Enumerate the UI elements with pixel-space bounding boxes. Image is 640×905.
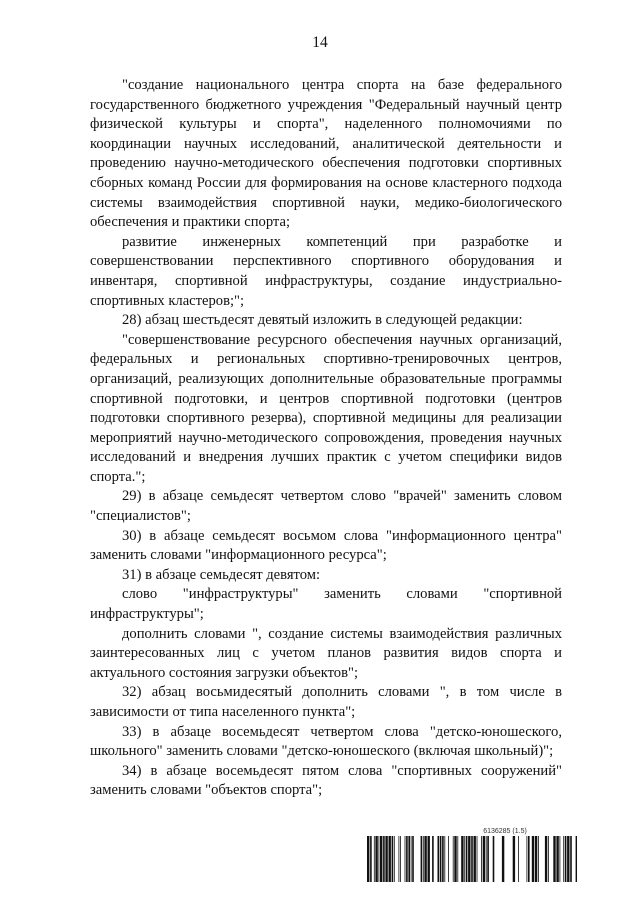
- barcode: [367, 836, 577, 882]
- paragraph: 31) в абзаце семьдесят девятом:: [122, 566, 321, 583]
- paragraph: 30) в абзаце семьдесят восьмом слова "информационного центра" заменить словами "информационного ресурса";: [90, 527, 562, 564]
- paragraph: 33) в абзаце восемьдесят четвертом слова "детско-юношеского, школьного" заменить словами "детско-юношеского (включая школьный)";: [90, 723, 562, 760]
- paragraph: развитие инженерных компетенций при разработке и совершенствовании перспективного спортивного оборудования и инвентаря, спортивной инфраструктуры, создание индустриально-спортивных кластеров;";: [90, 233, 562, 309]
- document-code: 6136285 (1.5): [483, 828, 527, 835]
- page-number: 14: [312, 34, 328, 51]
- paragraph: 32) абзац восьмидесятый дополнить словами ", в том числе в зависимости от типа населенного пункта";: [90, 684, 562, 720]
- paragraph: "создание национального центра спорта на базе федерального государственного бюджетного учреждения "Федеральный научный центр физической культуры и спорта", наделенного полномочиями по координации научных исследований, аналитической деятельности и проведению научно-методического обеспечения подготовки спортивных сборных команд России для формирования на основе кластерного подхода системы взаимодействия спортивной науки, медико-биологического обеспечения и практики спорта;: [90, 77, 562, 231]
- paragraph: слово "инфраструктуры" заменить словами "спортивной инфраструктуры";: [90, 586, 562, 623]
- paragraph: 28) абзац шестьдесят девятый изложить в следующей редакции:: [122, 312, 523, 329]
- paragraph: 29) в абзаце семьдесят четвертом слово "врачей" заменить словом "специалистов";: [90, 488, 562, 525]
- paragraph: дополнить словами ", создание системы взаимодействия различных заинтересованных лиц с учетом планов развития видов спорта и актуального состояния загрузки объектов";: [90, 625, 562, 681]
- paragraph: "совершенствование ресурсного обеспечения научных организаций, федеральных и региональных спортивно-тренировочных центров, организаций, реализующих дополнительные образовательные программы спортивной подготовки, и центров спортивной подготовки (центров подготовки спортивного резерва), спортивной медицины для реализации мероприятий научно-методического сопровождения, проведения научных исследований и внедрения лучших практик с учетом специфики видов спорта.";: [90, 331, 562, 485]
- document-body: [90, 76, 562, 801]
- paragraph: 34) в абзаце восемьдесят пятом слова "спортивных сооружений" заменить словами "объектов спорта";: [90, 762, 562, 799]
